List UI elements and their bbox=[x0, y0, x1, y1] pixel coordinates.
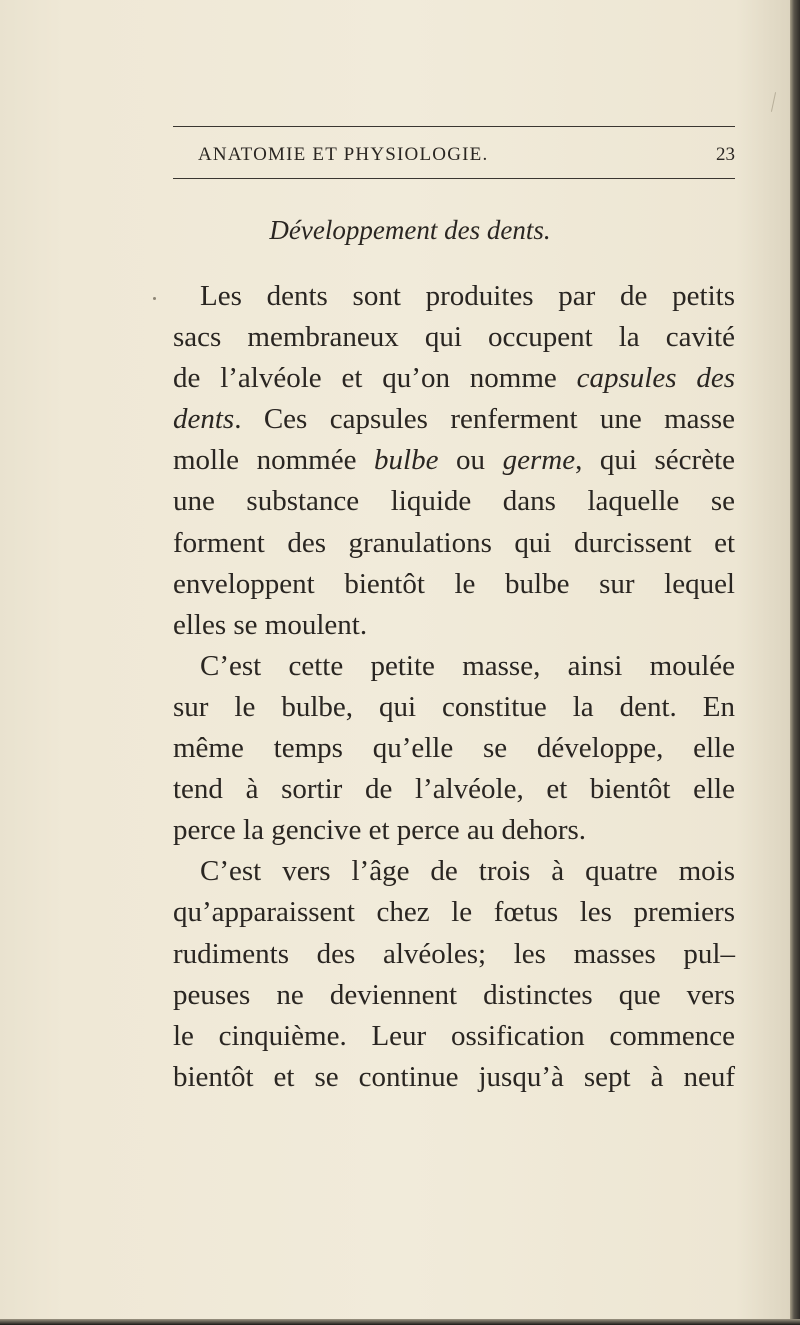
page-bottom-shadow bbox=[0, 1319, 800, 1325]
text-segment: peuses ne deviennent distinctes que vers bbox=[173, 978, 735, 1011]
text-line bbox=[173, 523, 735, 564]
text-segment: molle nommée bbox=[173, 444, 375, 477]
text-line bbox=[173, 975, 735, 1016]
text-segment: Les dents sont produites par de petits bbox=[200, 280, 735, 312]
text-line bbox=[173, 605, 735, 646]
page-number: 23 bbox=[716, 144, 735, 165]
text-line bbox=[173, 728, 735, 769]
paper-speck bbox=[153, 297, 156, 300]
pencil-mark bbox=[771, 92, 776, 112]
text-line bbox=[173, 1057, 735, 1098]
text-line bbox=[173, 646, 735, 687]
text-segment: même temps qu’elle se développe, elle bbox=[173, 732, 735, 765]
text-line bbox=[173, 892, 735, 933]
header-rule-top bbox=[173, 126, 735, 127]
italic-term: bulbe bbox=[374, 444, 439, 477]
text-segment: , qui sécrète bbox=[575, 444, 735, 477]
text-line bbox=[173, 317, 735, 358]
running-head bbox=[198, 141, 735, 169]
text-line bbox=[173, 810, 735, 851]
text-line bbox=[173, 769, 735, 810]
text-line bbox=[173, 934, 735, 975]
text-segment: le cinquième. Leur ossification commence bbox=[173, 1019, 735, 1052]
text-segment: de l’alvéole et qu’on nomme bbox=[173, 362, 577, 395]
text-segment: bientôt et se continue jusqu’à sept à neuf bbox=[173, 1060, 735, 1093]
text-line bbox=[173, 564, 735, 605]
text-segment: forment des granulations qui durcissent et bbox=[173, 526, 735, 559]
text-line bbox=[173, 1016, 735, 1057]
page-edge-shadow bbox=[790, 0, 800, 1325]
text-segment: une substance liquide dans laquelle se bbox=[173, 485, 735, 518]
text-segment: qu’apparaissent chez le fœtus les premiers bbox=[173, 896, 735, 929]
text-line bbox=[173, 440, 735, 481]
text-segment: ou bbox=[438, 444, 503, 477]
text-segment: perce la gencive et perce au dehors. bbox=[173, 814, 587, 847]
header-rule-bottom bbox=[173, 178, 735, 179]
text-segment: C’est cette petite masse, ainsi moulée bbox=[200, 649, 735, 682]
text-line bbox=[173, 399, 735, 440]
text-line bbox=[173, 481, 735, 522]
text-segment: enveloppent bientôt le bulbe sur lequel bbox=[173, 567, 735, 600]
text-line bbox=[173, 358, 735, 399]
text-line bbox=[173, 687, 735, 728]
text-segment: sur le bulbe, qui constitue la dent. En bbox=[173, 690, 735, 723]
text-line bbox=[173, 851, 735, 892]
text-segment: tend à sortir de l’alvéole, et bientôt elle bbox=[173, 773, 735, 806]
body-text bbox=[173, 276, 735, 1098]
text-segment: sacs membraneux qui occupent la cavité bbox=[173, 321, 735, 354]
italic-term: capsules des bbox=[576, 362, 736, 395]
running-head-title: ANATOMIE ET PHYSIOLOGIE. bbox=[198, 144, 489, 165]
italic-term: germe bbox=[502, 444, 576, 477]
italic-term: dents bbox=[173, 403, 235, 436]
text-segment: . Ces capsules renferment une masse bbox=[234, 403, 735, 436]
text-segment: C’est vers l’âge de trois à quatre mois bbox=[200, 855, 735, 888]
text-segment: elles se moulent. bbox=[173, 608, 368, 641]
section-heading: Développement des dents. bbox=[269, 215, 551, 245]
text-segment: rudiments des alvéoles; les masses pul– bbox=[173, 937, 735, 970]
text-line bbox=[173, 276, 735, 317]
